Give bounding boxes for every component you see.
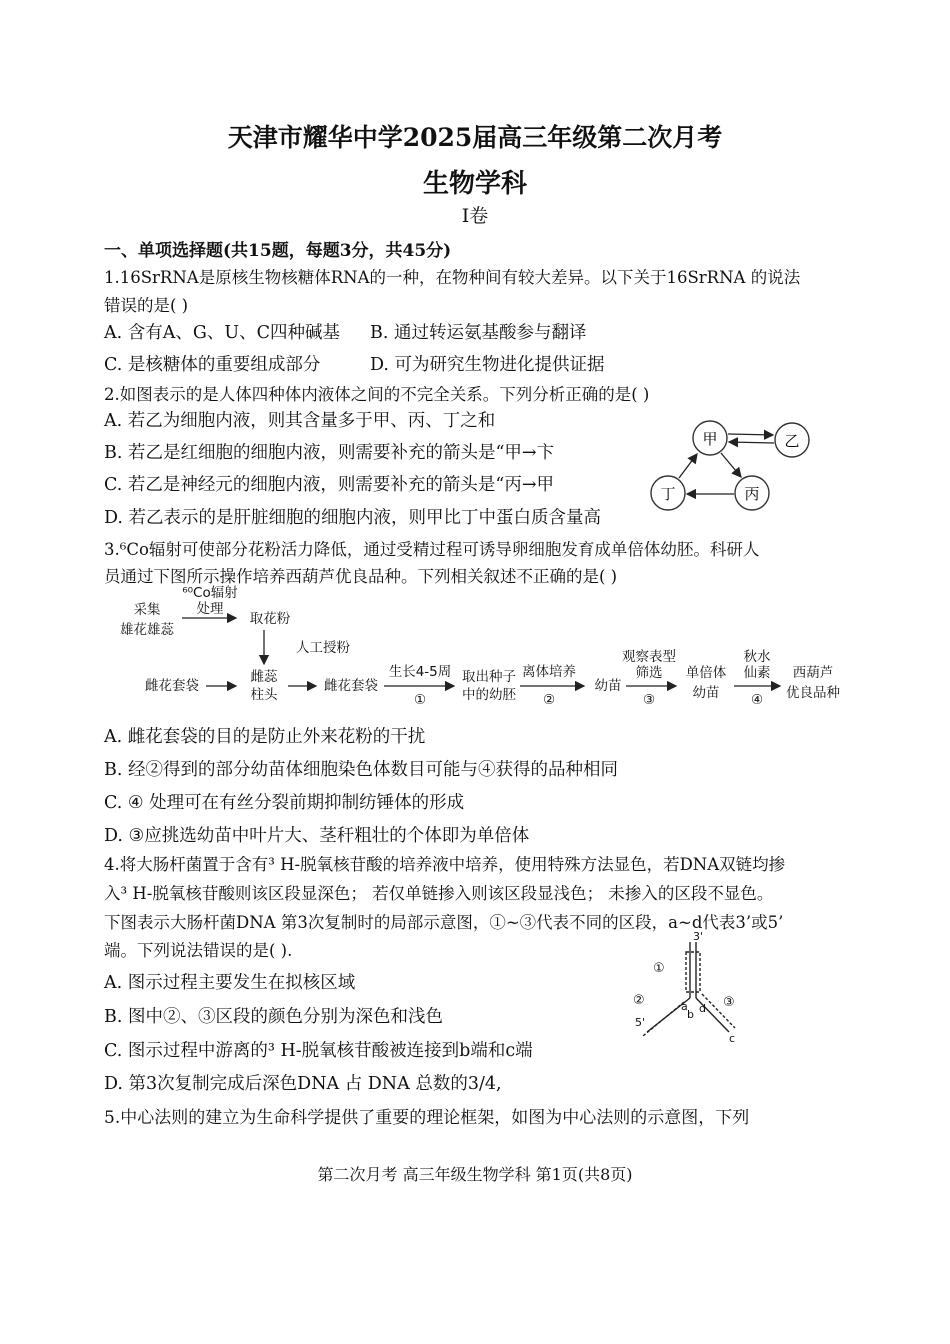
q1-option-d: D. 可为研究生物进化提供证据 xyxy=(370,355,605,375)
fc-colch-2: 仙素 xyxy=(743,665,771,681)
fc-culture: 离体培养 xyxy=(522,664,576,680)
q4-option-d: D. 第3次复制完成后深色DNA 占 DNA 总数的3/4, xyxy=(104,1074,502,1094)
fc-collect-1: 采集 xyxy=(133,602,161,618)
fc-artificial: 人工授粉 xyxy=(296,640,350,656)
q3-option-a: A. 雌花套袋的目的是防止外来花粉的干扰 xyxy=(104,727,426,747)
q1-stem-line1: 1.16SrRNA是原核生物核糖体RNA的一种，在物种间有较大差异。以下关于16SrRNA 的说法 xyxy=(104,268,801,287)
label-yi: 乙 xyxy=(784,432,800,450)
label-a: a xyxy=(681,1000,688,1013)
q3-stem-line1: 3.⁶Co辐射可使部分花粉活力降低，通过受精过程可诱导卵细胞发育成单倍体幼胚。科研人 xyxy=(104,540,760,559)
q4-stem-line3: 下图表示大肠杆菌DNA 第3次复制时的局部示意图，①~③代表不同的区段，a~d代表3’或5’ xyxy=(104,913,784,932)
breeding-flowchart xyxy=(100,584,845,714)
fc-result-2: 优良品种 xyxy=(786,685,840,701)
q3-option-c: C. ④ 处理可在有丝分裂前期抑制纺锤体的形成 xyxy=(104,793,465,813)
fc-circle-1: ① xyxy=(413,692,427,708)
q3-stem-line2: 员通过下图所示操作培养西葫芦优良品种。下列相关叙述不正确的是( ) xyxy=(104,567,618,586)
fc-bagging-2: 雌花套袋 xyxy=(324,678,378,694)
q5-stem: 5.中心法则的建立为生命科学提供了重要的理论框架，如图为中心法则的示意图，下列 xyxy=(104,1108,750,1128)
fc-circle-2: ② xyxy=(542,692,556,708)
fc-haploid-1: 单倍体 xyxy=(685,665,727,681)
label-d: d xyxy=(699,1002,706,1015)
q4-option-b: B. 图中②、③区段的颜色分别为深色和浅色 xyxy=(104,1007,443,1027)
fc-circle-4: ④ xyxy=(750,692,764,708)
fc-collect-2: 雄花雄蕊 xyxy=(120,622,174,638)
q4-option-a: A. 图示过程主要发生在拟核区域 xyxy=(104,973,356,993)
arrow-yi-jia xyxy=(729,442,774,443)
q1-option-c: C. 是核糖体的重要组成部分 xyxy=(104,355,321,375)
q2-option-c: C. 若乙是神经元的细胞内液，则需要补充的箭头是“丙→甲 xyxy=(104,475,554,495)
volume-label: I卷 xyxy=(461,205,489,227)
q1-option-a: A. 含有A、G、U、C四种碱基 xyxy=(104,323,341,343)
q4-stem-line4: 端。下列说法错误的是( ). xyxy=(104,941,293,960)
fc-haploid-2: 幼苗 xyxy=(692,685,720,701)
fc-observe-1: 观察表型 xyxy=(622,649,676,665)
left-arm-strand-2 xyxy=(643,1002,684,1036)
q2-option-b: B. 若乙是红细胞的细胞内液，则需要补充的箭头是“甲→卞 xyxy=(104,443,555,463)
label-jia: 甲 xyxy=(702,430,718,448)
region-1-box xyxy=(686,952,700,992)
label-region-1: ① xyxy=(653,961,665,976)
q4-option-c: C. 图示过程中游离的³ H-脱氧核苷酸被连接到b端和c端 xyxy=(104,1041,533,1061)
fc-colch-1: 秋水 xyxy=(743,649,771,665)
body-fluid-diagram xyxy=(640,418,830,518)
label-b: b xyxy=(687,1008,694,1021)
fc-result-1: 西葫芦 xyxy=(792,665,834,681)
fc-take-1: 取出种子 xyxy=(462,669,516,685)
label-left-5prime: 5' xyxy=(635,1016,646,1029)
exam-title: 天津市耀华中学2025届高三年级第二次月考 xyxy=(227,123,723,152)
arrow-ding-jia xyxy=(679,454,697,478)
fc-stigma-1: 雌蕊 xyxy=(250,669,278,685)
fc-circle-3: ③ xyxy=(642,692,656,708)
q2-option-a: A. 若乙为细胞内液，则其含量多于甲、丙、丁之和 xyxy=(104,411,496,431)
q1-stem-line2: 错误的是( ) xyxy=(104,296,189,315)
q3-option-b: B. 经②得到的部分幼苗体细胞染色体数目可能与④获得的品种相同 xyxy=(104,760,618,780)
q4-stem-line2: 入³ H-脱氧核苷酸则该区段显深色； 若仅单链掺入则该区段显浅色； 未掺入的区段不显色。 xyxy=(104,884,774,903)
q2-option-d: D. 若乙表示的是肝脏细胞的细胞内液，则甲比丁中蛋白质含量高 xyxy=(104,508,602,528)
page-footer: 第二次月考 高三年级生物学科 第1页(共8页) xyxy=(317,1165,633,1184)
fc-pollen: 取花粉 xyxy=(249,611,291,627)
label-c: c xyxy=(729,1032,736,1045)
fc-grow: 生长4-5周 xyxy=(388,664,452,680)
fc-stigma-2: 柱头 xyxy=(250,687,278,703)
fc-seedling: 幼苗 xyxy=(594,678,622,694)
q2-stem: 2.如图表示的是人体四种体内液体之间的不完全关系。下列分析正确的是( ) xyxy=(104,385,650,404)
section-heading: 一、单项选择题(共15题，每题3分，共45分) xyxy=(104,241,452,261)
fc-radiation-2: 处理 xyxy=(196,601,224,617)
q3-option-d: D. ③应挑选幼苗中叶片大、茎秆粗壮的个体即为单倍体 xyxy=(104,826,530,846)
fc-radiation-1: ⁶⁰Co辐射 xyxy=(182,585,238,601)
fc-observe-2: 筛选 xyxy=(635,665,663,681)
q4-stem-line1: 4.将大肠杆菌置于含有³ H-脱氧核苷酸的培养液中培养，使用特殊方法显色，若DNA双链均掺 xyxy=(104,855,786,874)
label-region-3: ③ xyxy=(723,995,735,1010)
replication-fork-diagram xyxy=(625,930,745,1048)
arrow-jia-yi xyxy=(728,434,773,435)
fc-take-2: 中的幼胚 xyxy=(462,687,516,703)
label-region-2: ② xyxy=(633,993,645,1008)
label-top-3prime: 3' xyxy=(693,930,704,943)
q1-option-b: B. 通过转运氨基酸参与翻译 xyxy=(370,323,587,343)
label-ding: 丁 xyxy=(660,485,676,503)
subject-title: 生物学科 xyxy=(422,169,527,199)
fc-bagging: 雌花套袋 xyxy=(145,678,199,694)
arrow-jia-bing xyxy=(721,453,741,477)
label-bing: 丙 xyxy=(744,485,760,503)
